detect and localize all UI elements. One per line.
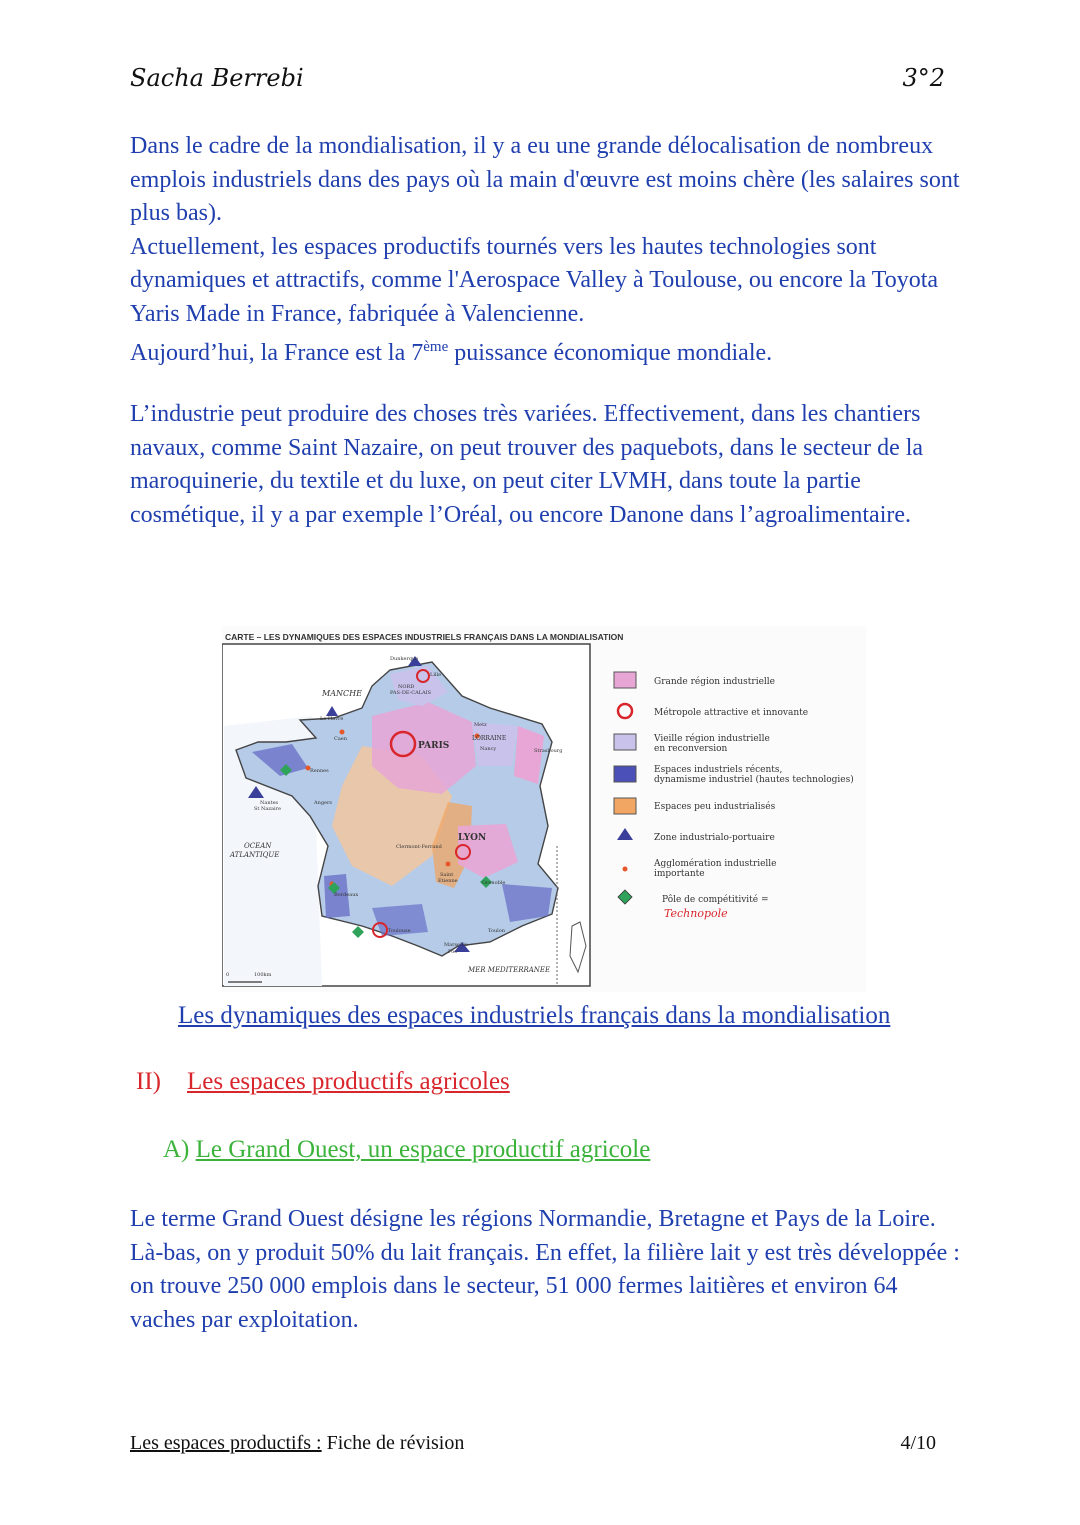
legend-swatch-vieille-region <box>614 734 636 750</box>
map-label-toulouse: Toulouse <box>388 928 411 934</box>
legend-swatch-metropole <box>618 704 632 718</box>
map-label-metz: Metz <box>474 722 487 728</box>
legend-label-technopole: Pôle de compétitivité = <box>662 895 769 905</box>
map-label-atlantique: ATLANTIQUE <box>230 851 280 859</box>
intro-section <box>130 130 960 371</box>
intro-paragraph-2: Actuellement, les espaces productifs tournés vers les hautes technologies sont dynamiques et attractifs, comme l'Aerospace Valley à Toulouse, ou encore la Toyota Yaris Made in France, fabriquée à Valencienne. <box>130 233 939 327</box>
legend-label-grande-region: Grande région industrielle <box>654 677 776 687</box>
intro-paragraph-1: Dans le cadre de la mondialisation, il y a eu une grande délocalisation de nombreux emplois industriels dans des pays où la main d'œuvre est moins chère (les salaires sont plus bas). <box>130 133 960 226</box>
legend-label-vieille-region: Vieille région industrielle <box>654 734 770 744</box>
map-label-angers: Angers <box>314 800 332 806</box>
map-label-toulon: Toulon <box>488 928 506 934</box>
page-number: 4/10 <box>900 1432 936 1454</box>
legend-swatch-zip <box>617 828 633 840</box>
legend-label-vieille-region-2: en reconversion <box>654 744 728 754</box>
map-title: CARTE – LES DYNAMIQUES DES ESPACES INDUSTRIELS FRANÇAIS DANS LA MONDIALISATION <box>225 632 624 642</box>
legend-swatch-peu-industrialise <box>614 798 636 814</box>
map-label-clermont: Clermont-Ferrand <box>396 844 442 850</box>
grand-ouest-section <box>130 1203 960 1337</box>
map-caption: Les dynamiques des espaces industriels français dans la mondialisation <box>178 1002 891 1029</box>
map-label-strasbourg: Strasbourg <box>534 748 563 754</box>
agglomeration-caen-marker <box>340 730 345 735</box>
map-label-lorraine: LORRAINE <box>472 735 507 742</box>
scale-label: 100km <box>254 972 272 978</box>
map-label-stetienne-2: Etienne <box>438 878 458 884</box>
map-label-rennes: Rennes <box>310 768 329 774</box>
map-label-lyon: LYON <box>458 833 487 843</box>
industry-section <box>130 398 960 532</box>
grand-ouest-paragraph: Le terme Grand Ouest désigne les régions Normandie, Bretagne et Pays de la Loire. Là-bas, on y produit 50% du lait français. En effet, la filière lait y est très développée : on trouve 250 000 emplois dans le secteur, 51 000 fermes laitières et environ 64 vaches par exploitation. <box>130 1206 960 1333</box>
legend-label-technopole-handwritten: Technopole <box>664 907 728 920</box>
legend-label-agglomeration-2: importante <box>654 869 705 879</box>
industry-paragraph: L’industrie peut produire des choses très variées. Effectivement, dans les chantiers navaux, comme Saint Nazaire, on peut trouver des paquebots, dans le secteur de la maroquinerie, du textile et du luxe, on peut citer LVMH, dans toute la partie cosmétique, il y a par exemple l’Oréal, ou encore Danone dans l’agroalimentaire. <box>130 401 924 528</box>
footer-title-underlined: Les espaces productifs : <box>130 1432 322 1454</box>
section-2-number: II) <box>136 1068 161 1095</box>
lorraine-region-zone <box>472 722 518 766</box>
industrial-map <box>222 626 866 992</box>
intro-paragraph-3: Aujourd’hui, la France est la 7ème puissance économique mondiale. <box>130 339 773 366</box>
map-label-fos: Fos <box>448 949 457 955</box>
footer-subtitle: Fiche de révision <box>321 1432 465 1454</box>
map-label-nantes: Nantes <box>260 800 279 806</box>
map-label-caen: Caen <box>334 736 347 742</box>
legend-label-metropole: Métropole attractive et innovante <box>654 708 809 718</box>
map-label-lehavre: Le Havre <box>320 716 344 722</box>
scale-zero: 0 <box>226 972 230 978</box>
legend-label-peu-industrialise: Espaces peu industrialisés <box>654 802 776 812</box>
footer-document-title <box>130 1432 464 1455</box>
hightech-zone-south-east <box>502 884 552 922</box>
map-label-grenoble: Grenoble <box>482 880 506 886</box>
map-label-dunkerque: Dunkerque <box>390 656 419 662</box>
class-label: 3°2 <box>902 64 945 92</box>
map-label-pas-de-calais: PAS-DE-CALAIS <box>390 690 432 696</box>
map-label-stnazaire: St Nazaire <box>254 806 281 812</box>
map-label-marseille: Marseille <box>444 942 468 948</box>
agglomeration-stetienne-marker <box>446 862 451 867</box>
map-legend <box>614 672 854 920</box>
legend-label-zip: Zone industrialo-portuaire <box>654 833 775 843</box>
section-2-heading <box>136 1068 510 1096</box>
map-label-nancy: Nancy <box>480 746 497 752</box>
section-2-title: Les espaces productifs agricoles <box>186 1068 510 1095</box>
section-a-heading <box>163 1136 650 1164</box>
legend-label-agglomeration: Agglomération industrielle <box>654 859 777 869</box>
author-name: Sacha Berrebi <box>130 64 304 92</box>
legend-swatch-technopole <box>618 890 632 904</box>
legend-label-hightech: Espaces industriels récents, <box>654 765 783 775</box>
section-a-title: Le Grand Ouest, un espace productif agricole <box>195 1136 651 1163</box>
map-label-paris: PARIS <box>418 741 450 751</box>
map-label-ocean: OCEAN <box>244 842 272 850</box>
legend-swatch-agglomeration <box>623 867 628 872</box>
legend-swatch-grande-region <box>614 672 636 688</box>
map-label-manche: MANCHE <box>322 689 362 698</box>
industrial-map-figure <box>222 626 866 992</box>
legend-swatch-hightech <box>614 766 636 782</box>
map-label-lille: Lille <box>430 672 442 678</box>
map-label-stetienne-1: Saint <box>440 872 454 878</box>
map-label-bordeaux: Bordeaux <box>334 892 359 898</box>
legend-label-hightech-2: dynamisme industriel (hautes technologies) <box>654 775 854 785</box>
map-label-nord: NORD <box>398 684 415 690</box>
section-a-number: A) <box>163 1136 190 1163</box>
map-label-mer: MER MEDITERRANEE <box>468 966 551 974</box>
